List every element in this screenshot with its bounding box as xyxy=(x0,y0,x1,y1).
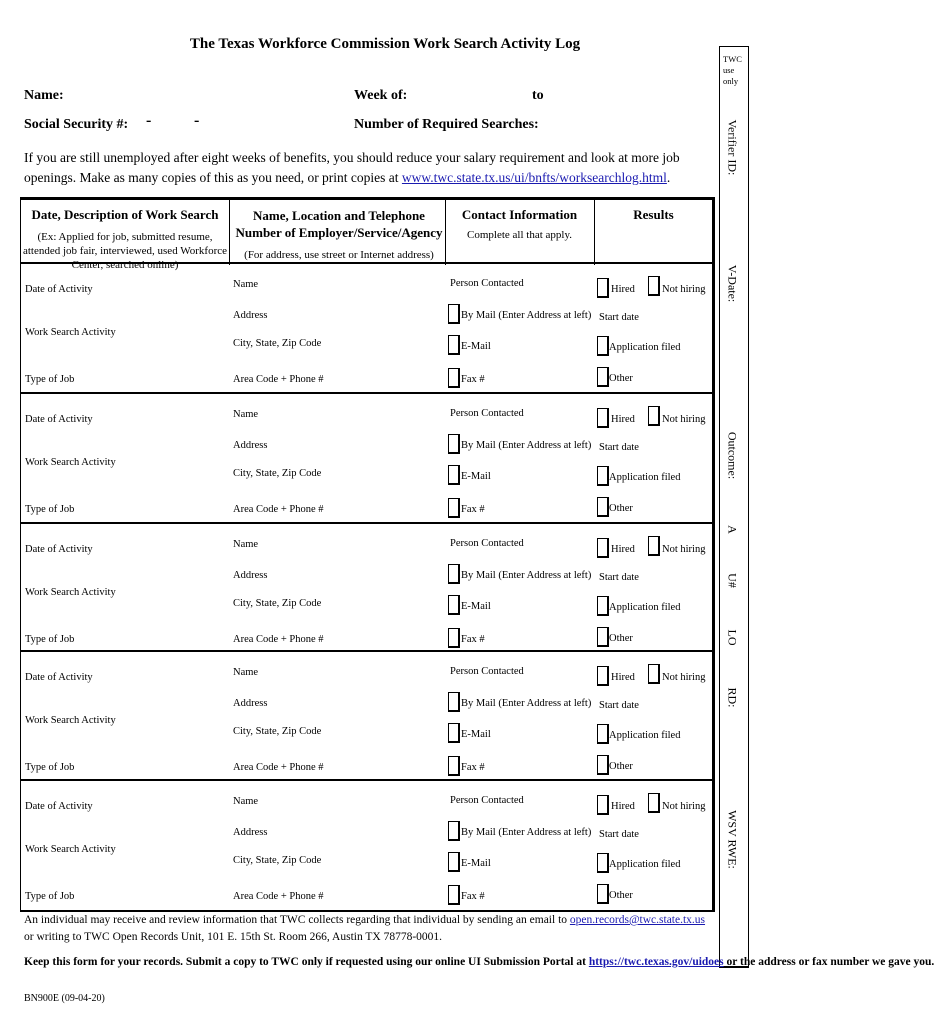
work-search-activity-label: Work Search Activity xyxy=(25,327,116,338)
person-contacted-label: Person Contacted xyxy=(450,278,524,289)
by-mail-label: By Mail (Enter Address at left) xyxy=(461,440,592,451)
application-filed-checkbox[interactable] xyxy=(597,853,609,873)
records-text: An individual may receive and review information that TWC collects regarding that individual by sending an email to xyxy=(24,914,570,926)
week-of-label: Week of: xyxy=(354,88,408,103)
ssn-label: Social Security #: xyxy=(24,117,129,132)
v-date-label: V-Date: xyxy=(725,264,740,303)
employer-address-label: Address xyxy=(233,570,268,581)
date-of-activity-label: Date of Activity xyxy=(25,544,93,555)
lo-label: LO xyxy=(725,629,740,646)
date-of-activity-label: Date of Activity xyxy=(25,801,93,812)
type-of-job-label: Type of Job xyxy=(25,374,75,385)
type-of-job-label: Type of Job xyxy=(25,762,75,773)
phone-label: Area Code + Phone # xyxy=(233,891,324,902)
employer-address-label: Address xyxy=(233,827,268,838)
fax-checkbox[interactable] xyxy=(448,756,460,776)
header-divider xyxy=(229,200,230,265)
outcome-label: Outcome: xyxy=(725,431,740,480)
not-hiring-checkbox[interactable] xyxy=(648,536,660,556)
employer-address-label: Address xyxy=(233,440,268,451)
fax-checkbox[interactable] xyxy=(448,885,460,905)
by-mail-label: By Mail (Enter Address at left) xyxy=(461,827,592,838)
work-search-activity-label: Work Search Activity xyxy=(25,457,116,468)
employer-name-label: Name xyxy=(233,796,259,807)
keep-text: Keep this form for your records. Submit a copy to TWC only if requested using our online UI Submission Portal at xyxy=(24,956,589,968)
type-of-job-label: Type of Job xyxy=(25,634,75,645)
hired-label: Hired xyxy=(611,544,635,555)
form-number: BN900E (09-04-20) xyxy=(24,993,105,1004)
hired-label: Hired xyxy=(611,801,635,812)
other-label: Other xyxy=(609,761,633,772)
phone-label: Area Code + Phone # xyxy=(233,762,324,773)
application-filed-checkbox[interactable] xyxy=(597,724,609,744)
by-mail-checkbox[interactable] xyxy=(448,821,460,841)
other-checkbox[interactable] xyxy=(597,755,609,775)
ssn-dash: - xyxy=(194,112,200,129)
form-title: The Texas Workforce Commission Work Search Activity Log xyxy=(189,36,581,52)
by-mail-label: By Mail (Enter Address at left) xyxy=(461,698,592,709)
email-label: E-Mail xyxy=(461,341,491,352)
application-filed-label: Application filed xyxy=(609,730,681,741)
not-hiring-label: Not hiring xyxy=(662,801,706,812)
application-filed-checkbox[interactable] xyxy=(597,466,609,486)
start-date-label: Start date xyxy=(599,829,639,840)
phone-label: Area Code + Phone # xyxy=(233,504,324,515)
ssn-dash: - xyxy=(146,112,152,129)
col-date-header: Date, Description of Work Search xyxy=(31,207,219,222)
date-of-activity-label: Date of Activity xyxy=(25,414,93,425)
application-filed-label: Application filed xyxy=(609,602,681,613)
person-contacted-label: Person Contacted xyxy=(450,408,524,419)
keep-text-end: or the address or fax number we gave you. xyxy=(723,956,934,968)
fax-label: Fax # xyxy=(461,374,485,385)
keep-form-notice xyxy=(24,956,934,968)
other-checkbox[interactable] xyxy=(597,497,609,517)
employer-name-label: Name xyxy=(233,539,259,550)
col-employer-subheader: (For address, use street or Internet address) xyxy=(244,249,434,261)
email-label: E-Mail xyxy=(461,858,491,869)
start-date-label: Start date xyxy=(599,700,639,711)
not-hiring-checkbox[interactable] xyxy=(648,406,660,426)
person-contacted-label: Person Contacted xyxy=(450,795,524,806)
date-of-activity-label: Date of Activity xyxy=(25,672,93,683)
records-text-end: or writing to TWC Open Records Unit, 101 E. 15th St. Room 266, Austin TX 78778-0001. xyxy=(24,931,443,943)
hired-label: Hired xyxy=(611,284,635,295)
other-label: Other xyxy=(609,890,633,901)
employer-name-label: Name xyxy=(233,279,259,290)
other-checkbox[interactable] xyxy=(597,627,609,647)
email-checkbox[interactable] xyxy=(448,852,460,872)
type-of-job-label: Type of Job xyxy=(25,504,75,515)
email-checkbox[interactable] xyxy=(448,465,460,485)
col-employer-header: Name, Location and Telephone Number of Employer/Service/Agency xyxy=(235,208,443,240)
work-search-activity-label: Work Search Activity xyxy=(25,844,116,855)
by-mail-checkbox[interactable] xyxy=(448,434,460,454)
start-date-label: Start date xyxy=(599,312,639,323)
employer-address-label: Address xyxy=(233,310,268,321)
required-searches-label: Number of Required Searches: xyxy=(354,117,539,132)
not-hiring-checkbox[interactable] xyxy=(648,276,660,296)
outcome-a-label: A xyxy=(725,525,740,534)
by-mail-checkbox[interactable] xyxy=(448,692,460,712)
employer-name-label: Name xyxy=(233,409,259,420)
city-state-zip-label: City, State, Zip Code xyxy=(233,468,322,479)
application-filed-label: Application filed xyxy=(609,472,681,483)
start-date-label: Start date xyxy=(599,442,639,453)
city-state-zip-label: City, State, Zip Code xyxy=(233,598,322,609)
hired-label: Hired xyxy=(611,414,635,425)
wsv-rwe-label: WSV RWE: xyxy=(725,810,740,869)
fax-checkbox[interactable] xyxy=(448,368,460,388)
fax-checkbox[interactable] xyxy=(448,498,460,518)
work-search-activity-label: Work Search Activity xyxy=(25,587,116,598)
city-state-zip-label: City, State, Zip Code xyxy=(233,726,322,737)
u-number-label: U# xyxy=(725,573,740,588)
city-state-zip-label: City, State, Zip Code xyxy=(233,855,322,866)
hired-label: Hired xyxy=(611,672,635,683)
not-hiring-label: Not hiring xyxy=(662,284,706,295)
rd-label: RD: xyxy=(725,687,740,708)
phone-label: Area Code + Phone # xyxy=(233,374,324,385)
verifier-id-label: Verifier ID: xyxy=(725,119,740,176)
by-mail-label: By Mail (Enter Address at left) xyxy=(461,570,592,581)
work-search-entry xyxy=(21,262,713,394)
email-checkbox[interactable] xyxy=(448,723,460,743)
employer-address-label: Address xyxy=(233,698,268,709)
col-contact-subheader: Complete all that apply. xyxy=(467,229,572,241)
email-label: E-Mail xyxy=(461,729,491,740)
work-search-activity-label: Work Search Activity xyxy=(25,715,116,726)
hired-checkbox[interactable] xyxy=(597,408,609,428)
open-records-email-link[interactable]: open.records@twc.state.tx.us xyxy=(569,914,706,926)
fax-checkbox[interactable] xyxy=(448,628,460,648)
city-state-zip-label: City, State, Zip Code xyxy=(233,338,322,349)
worksearchlog-link[interactable]: www.twc.state.tx.us/ui/bnfts/worksearchlog.html xyxy=(401,170,667,185)
person-contacted-label: Person Contacted xyxy=(450,538,524,549)
hired-checkbox[interactable] xyxy=(597,278,609,298)
intro-paragraph xyxy=(24,148,704,188)
work-search-table xyxy=(20,197,715,912)
email-checkbox[interactable] xyxy=(448,335,460,355)
other-checkbox[interactable] xyxy=(597,884,609,904)
application-filed-label: Application filed xyxy=(609,342,681,353)
date-of-activity-label: Date of Activity xyxy=(25,284,93,295)
work-search-entry xyxy=(21,522,713,652)
work-search-entry xyxy=(21,650,713,781)
not-hiring-checkbox[interactable] xyxy=(648,664,660,684)
fax-label: Fax # xyxy=(461,891,485,902)
by-mail-label: By Mail (Enter Address at left) xyxy=(461,310,592,321)
fax-label: Fax # xyxy=(461,762,485,773)
hired-checkbox[interactable] xyxy=(597,795,609,815)
not-hiring-label: Not hiring xyxy=(662,414,706,425)
col-date-subheader: (Ex: Applied for job, submitted resume, attended job fair, interviewed, used Workforce Center, searched online) xyxy=(22,231,228,271)
not-hiring-label: Not hiring xyxy=(662,672,706,683)
intro-text: If you are still unemployed after eight weeks of benefits, you should reduce your salary requirement and look at more job openings. Make as many copies of this as you need, or print copies at xyxy=(24,150,680,185)
application-filed-checkbox[interactable] xyxy=(597,336,609,356)
by-mail-checkbox[interactable] xyxy=(448,564,460,584)
application-filed-checkbox[interactable] xyxy=(597,596,609,616)
fax-label: Fax # xyxy=(461,634,485,645)
col-results-header: Results xyxy=(633,207,674,222)
by-mail-checkbox[interactable] xyxy=(448,304,460,324)
type-of-job-label: Type of Job xyxy=(25,891,75,902)
email-label: E-Mail xyxy=(461,601,491,612)
other-label: Other xyxy=(609,373,633,384)
start-date-label: Start date xyxy=(599,572,639,583)
other-checkbox[interactable] xyxy=(597,367,609,387)
records-notice xyxy=(24,912,714,946)
not-hiring-checkbox[interactable] xyxy=(648,793,660,813)
person-contacted-label: Person Contacted xyxy=(450,666,524,677)
other-label: Other xyxy=(609,503,633,514)
ui-portal-link[interactable]: https://twc.texas.gov/uidoes xyxy=(588,956,724,968)
work-search-entry xyxy=(21,779,713,912)
email-label: E-Mail xyxy=(461,471,491,482)
twc-text: TWC xyxy=(723,54,742,64)
fax-label: Fax # xyxy=(461,504,485,515)
col-contact-header: Contact Information xyxy=(461,207,578,222)
email-checkbox[interactable] xyxy=(448,595,460,615)
week-to-label: to xyxy=(532,88,544,103)
intro-end: . xyxy=(666,170,671,185)
not-hiring-label: Not hiring xyxy=(662,544,706,555)
hired-checkbox[interactable] xyxy=(597,666,609,686)
only-text: only xyxy=(723,76,739,86)
name-label: Name: xyxy=(24,88,64,103)
other-label: Other xyxy=(609,633,633,644)
hired-checkbox[interactable] xyxy=(597,538,609,558)
twc-use-only-label xyxy=(723,54,742,87)
application-filed-label: Application filed xyxy=(609,859,681,870)
use-text: use xyxy=(723,65,735,75)
work-search-entry xyxy=(21,392,713,524)
phone-label: Area Code + Phone # xyxy=(233,634,324,645)
employer-name-label: Name xyxy=(233,667,259,678)
